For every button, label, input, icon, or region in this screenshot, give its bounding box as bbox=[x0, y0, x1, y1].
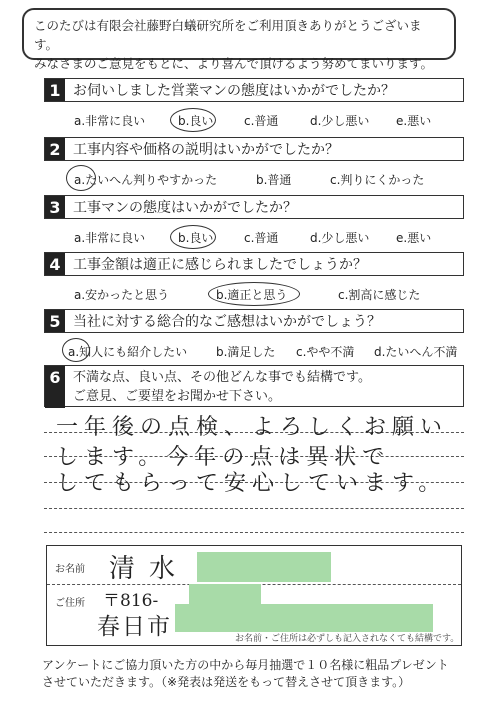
option-3d[interactable]: d.少し悪い bbox=[310, 231, 370, 245]
intro-box bbox=[22, 8, 456, 71]
footer-note bbox=[42, 657, 472, 691]
comment-handwritten-2: します。今年の点は異状で bbox=[56, 445, 391, 470]
option-5d[interactable]: d.たいへん不満 bbox=[374, 345, 458, 359]
question-6-header bbox=[44, 365, 464, 407]
question-4-options bbox=[44, 284, 464, 306]
name-label: お名前 bbox=[55, 564, 85, 575]
question-3-number: 3 bbox=[45, 196, 65, 218]
question-6-line-2: ご意見、ご要望をお聞かせ下さい。 bbox=[73, 389, 282, 404]
question-1-options bbox=[44, 110, 464, 132]
option-1e[interactable]: e.悪い bbox=[396, 114, 432, 128]
question-3-options bbox=[44, 227, 464, 249]
question-6 bbox=[44, 365, 464, 407]
question-1-header bbox=[44, 78, 464, 102]
question-3-text: 工事マンの態度はいかがでしたか？ bbox=[73, 200, 297, 216]
question-2-options bbox=[44, 169, 464, 191]
selected-circle-2 bbox=[66, 165, 96, 191]
option-5c[interactable]: c.やや不満 bbox=[296, 345, 355, 359]
comment-handwritten-3: してもらって安心しています。 bbox=[56, 471, 447, 496]
question-2-number: 2 bbox=[45, 138, 65, 160]
question-5-text: 当社に対する総合的なご感想はいかがでしょう？ bbox=[73, 314, 381, 330]
question-4-header bbox=[44, 252, 464, 276]
address-label: ご住所 bbox=[55, 598, 85, 609]
option-1b[interactable]: b.良い bbox=[178, 114, 214, 128]
question-6-line-1: 不満な点、良い点、その他どんな事でも結構です。 bbox=[73, 370, 371, 385]
question-2-text: 工事内容や価格の説明はいかがでしたか？ bbox=[73, 142, 339, 158]
selected-circle-4 bbox=[208, 282, 300, 306]
option-3e[interactable]: e.悪い bbox=[396, 231, 432, 245]
question-3-header bbox=[44, 195, 464, 219]
selected-circle-5 bbox=[62, 338, 90, 362]
question-5-number: 5 bbox=[45, 310, 65, 332]
option-4b[interactable]: b.適正と思う bbox=[216, 288, 288, 302]
question-5-options bbox=[44, 341, 464, 363]
selected-circle-1 bbox=[170, 108, 216, 132]
question-6-number: 6 bbox=[45, 366, 65, 408]
option-2c[interactable]: c.判りにくかった bbox=[330, 173, 425, 187]
option-3b[interactable]: b.良い bbox=[178, 231, 214, 245]
name-value[interactable]: 清水 bbox=[109, 554, 190, 584]
intro-line-1: このたびは有限会社藤野白蟻研究所をご利用頂きありがとうございます。 bbox=[34, 18, 422, 52]
option-1a[interactable]: a.非常に良い bbox=[74, 114, 146, 128]
city-value[interactable]: 春日市 bbox=[97, 614, 172, 640]
question-1 bbox=[44, 78, 464, 132]
option-1d[interactable]: d.少し悪い bbox=[310, 114, 370, 128]
option-3c[interactable]: c.普通 bbox=[244, 231, 279, 245]
info-note: お名前・ご住所は必ずしも記入されなくても結構です。 bbox=[235, 634, 460, 644]
option-5a[interactable]: a.知人にも紹介したい bbox=[68, 345, 188, 359]
selected-circle-3 bbox=[170, 225, 216, 249]
name-redaction bbox=[197, 552, 331, 582]
footer-line-1: アンケートにご協力頂いた方の中から毎月抽選で１０名様に粗品プレゼント bbox=[42, 658, 449, 672]
option-2a[interactable]: a.たいへん判りやすかった bbox=[74, 173, 218, 187]
option-5b[interactable]: b.満足した bbox=[216, 345, 276, 359]
question-4-text: 工事金額は適正に感じられましたでしょうか？ bbox=[73, 257, 367, 273]
question-3 bbox=[44, 195, 464, 249]
footer-line-2: させていただきます。（※発表は発送をもって替えさせて頂きます。） bbox=[42, 675, 411, 689]
question-4 bbox=[44, 252, 464, 306]
option-1c[interactable]: c.普通 bbox=[244, 114, 279, 128]
comment-handwritten-1: 一年後の点検、よろしくお願い bbox=[56, 415, 449, 440]
address-redaction bbox=[175, 604, 433, 632]
postal-value[interactable]: 〒816- bbox=[103, 591, 159, 611]
question-5 bbox=[44, 309, 464, 363]
question-6-text bbox=[65, 366, 379, 406]
question-1-text: お伺いしました営業マンの態度はいかがでしたか？ bbox=[73, 83, 395, 99]
option-4a[interactable]: a.安かったと思う bbox=[74, 288, 170, 302]
comment-line bbox=[44, 532, 464, 533]
option-4c[interactable]: c.割高に感じた bbox=[338, 288, 421, 302]
question-1-number: 1 bbox=[45, 79, 65, 101]
option-2b[interactable]: b.普通 bbox=[256, 173, 292, 187]
intro-line-2: みなさまのご意見をもとに、より喜んで頂けるよう努めてまいります。 bbox=[34, 56, 434, 71]
question-2 bbox=[44, 137, 464, 191]
question-5-header bbox=[44, 309, 464, 333]
question-2-header bbox=[44, 137, 464, 161]
customer-info-box bbox=[46, 545, 462, 646]
comment-line bbox=[44, 508, 464, 509]
option-3a[interactable]: a.非常に良い bbox=[74, 231, 146, 245]
question-4-number: 4 bbox=[45, 253, 65, 275]
